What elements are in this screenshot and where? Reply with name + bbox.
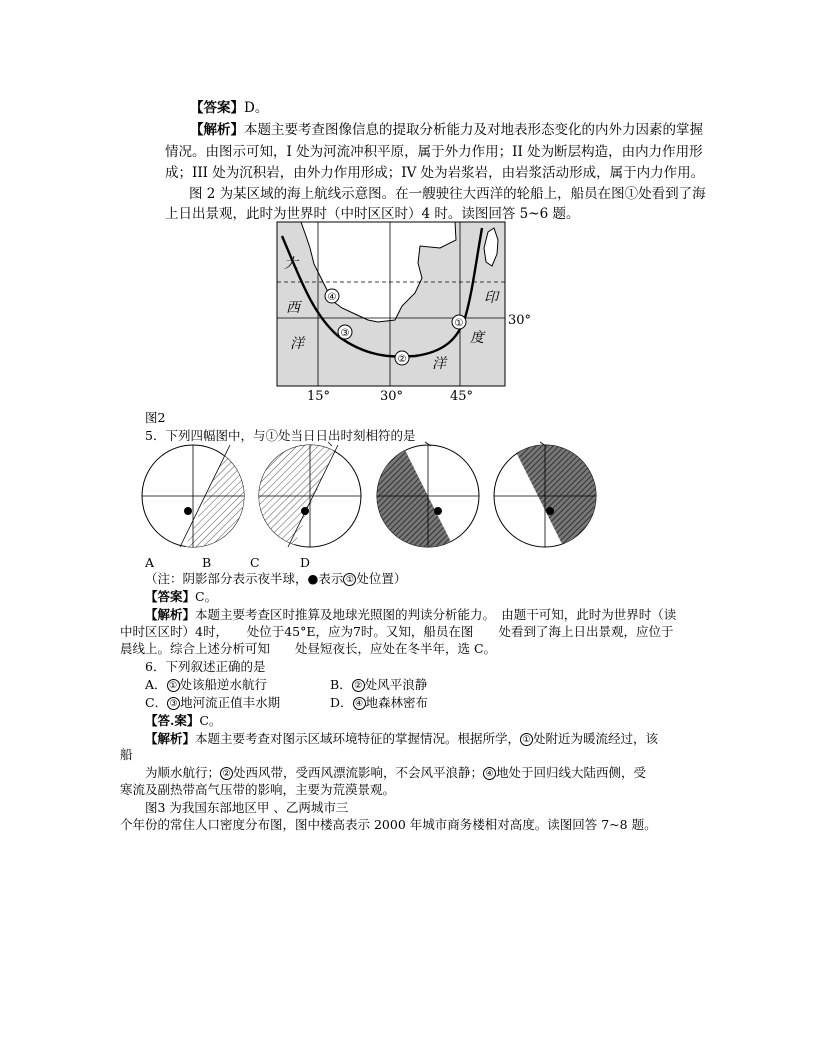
q6-analysis-circ-3b: ④ <box>483 767 496 780</box>
q5-note-b: 处位置） <box>356 571 407 586</box>
point-2-label: ② <box>397 354 407 365</box>
q6-analysis-text-3b: 处西风带，受西风漂流影响，不会风平浪静； <box>233 765 484 780</box>
intro-line-1: 图 2 为某区域的海上航线示意图。在一艘驶往大西洋的轮船上，船员在图①处看到了海 <box>189 186 706 202</box>
q6-answer <box>145 712 221 730</box>
analysis-text-1: 本题主要考查图像信息的提取分析能力及对地表形态变化的内外力因素的掌握 <box>244 122 703 138</box>
intro-line-2: 上日出景观，此时为世界时（中时区区时）4 时。读图回答 5~6 题。 <box>165 206 580 222</box>
analysis-label: 【解析】 <box>190 122 244 138</box>
q6-analysis-1 <box>145 730 658 748</box>
label-xi: 西 <box>286 300 300 316</box>
q6-d-text: 地森林密布 <box>365 695 429 710</box>
q5-option-c: C <box>250 555 260 570</box>
point-1-label: ① <box>454 318 464 329</box>
q6-b-circ: ② <box>352 679 365 692</box>
lon-label-30: 30° <box>380 389 404 404</box>
diagram-c <box>370 440 479 558</box>
label-yin: 印 <box>484 290 498 306</box>
q6-analysis-text-1a: 本题主要考查对图示区域环境特征的掌握情况。根据所学， <box>195 731 521 746</box>
lat-label: 30° <box>508 313 532 328</box>
q5-analysis-label: 【解析】 <box>145 607 196 622</box>
q6-c-circ: ③ <box>167 697 180 710</box>
q6-d-circ: ④ <box>353 697 366 710</box>
q5-stem-tail: 处当日日出时刻相符的是 <box>277 428 416 443</box>
illumination-diagrams <box>140 440 620 558</box>
label-yang-w: 洋 <box>290 336 304 352</box>
q6-analysis-4: 寒流及副热带高气压带的影响，主要为荒漠景观。 <box>120 782 396 797</box>
q6-b-text: 处风平浪静 <box>364 677 428 692</box>
q6-analysis-text-1b: 处附近为暖流经过，该 <box>533 731 659 746</box>
analysis-line-2: 情况。由图示可知，I 处为河流冲积平原，属于外力作用；II 处为断层构造，由内力作用形 <box>165 144 703 160</box>
point-4-label: ④ <box>327 292 337 303</box>
point-4-marker <box>325 289 339 303</box>
q5-option-d: D <box>300 555 311 570</box>
q6-option-d <box>330 694 428 712</box>
q6-option-b <box>330 676 427 694</box>
q5-analysis-2: 中时区区时）4时， 处位于45°E，应为7时。又知，船员在图 处看到了海上日出景观，应位于 <box>120 624 674 639</box>
q6-analysis-text-3c: 地处于回归线大陆西侧，受 <box>496 765 647 780</box>
q5-analysis-1 <box>145 606 676 624</box>
q6-option-c <box>145 694 280 712</box>
q5-stem-text: 5．下列四幅图中，与 <box>145 428 266 443</box>
q6-a-pre: A． <box>145 677 167 692</box>
diagram-d <box>494 440 600 558</box>
fig3-line-1: 图3 为我国东部地区甲 、乙两城市三 <box>145 800 349 815</box>
q6-d-pre: D． <box>330 695 353 710</box>
q6-analysis-circ-1: ① <box>520 733 533 746</box>
q6-analysis-2: 船 <box>120 747 133 762</box>
q6-answer-value: C。 <box>199 713 222 728</box>
q6-b-pre: B． <box>330 677 352 692</box>
route-map <box>270 218 550 408</box>
answer-label: 【答案】 <box>190 100 244 116</box>
q5-analysis-3: 晨线上。综合上述分析可知 处昼短夜长，应处在冬半年，选 C。 <box>120 641 497 656</box>
diagram-a <box>142 440 270 558</box>
point-3-marker <box>338 325 352 339</box>
point-3-label: ③ <box>340 328 350 339</box>
lon-label-15: 15° <box>307 389 331 404</box>
q5-stem-circ: ① <box>265 428 278 443</box>
label-yang-e: 洋 <box>432 356 446 372</box>
lon-label-45: 45° <box>450 389 474 404</box>
q5-option-b: B <box>202 555 212 570</box>
q5-analysis-text-1: 本题主要考查区时推算及地球光照图的判读分析能力。 由题干可知，此时为世界时（读 <box>195 607 677 622</box>
q5-note-circ: ① <box>343 573 356 586</box>
label-da: 大 <box>284 256 298 272</box>
q5-option-a: A <box>145 555 155 570</box>
q6-analysis-circ-3: ② <box>220 767 233 780</box>
point-1-marker <box>452 315 466 329</box>
point-2-marker <box>395 351 409 365</box>
answer-value: D。 <box>244 100 269 116</box>
label-du: 度 <box>470 330 484 346</box>
fig3-line-2: 个年份的常住人口密度分布图，图中楼高表示 2000 年城市商务楼相对高度。读图回答 7~8 题。 <box>120 817 657 832</box>
diagram-b <box>240 440 361 558</box>
q6-c-text: 地河流正值丰水期 <box>180 695 281 710</box>
answer-line <box>190 99 268 117</box>
q6-c-pre: C． <box>145 695 168 710</box>
q6-analysis-3 <box>145 764 646 782</box>
q5-note-a: （注：阴影部分表示夜半球，●表示 <box>145 571 344 586</box>
q6-a-text: 处该船逆水航行 <box>179 677 268 692</box>
q6-options-ab <box>145 676 267 694</box>
q6-analysis-text-3a: 为顺水航行； <box>145 765 221 780</box>
q6-stem: 6．下列叙述正确的是 <box>145 659 266 674</box>
q6-analysis-label: 【解析】 <box>145 731 196 746</box>
q5-answer-value: C。 <box>195 589 218 604</box>
q6-a-circ: ① <box>167 679 180 692</box>
q5-answer <box>145 588 217 606</box>
analysis-line-1 <box>190 121 703 139</box>
q5-answer-label: 【答案】 <box>145 589 196 604</box>
q6-answer-label: 【答.案】 <box>145 713 200 728</box>
q5-note <box>145 570 406 588</box>
analysis-line-3: 成；III 处为沉积岩，由外力作用形成；IV 处为岩浆岩，由岩浆活动形成，属于内力作用。 <box>165 165 705 181</box>
map-caption: 图2 <box>145 410 166 425</box>
